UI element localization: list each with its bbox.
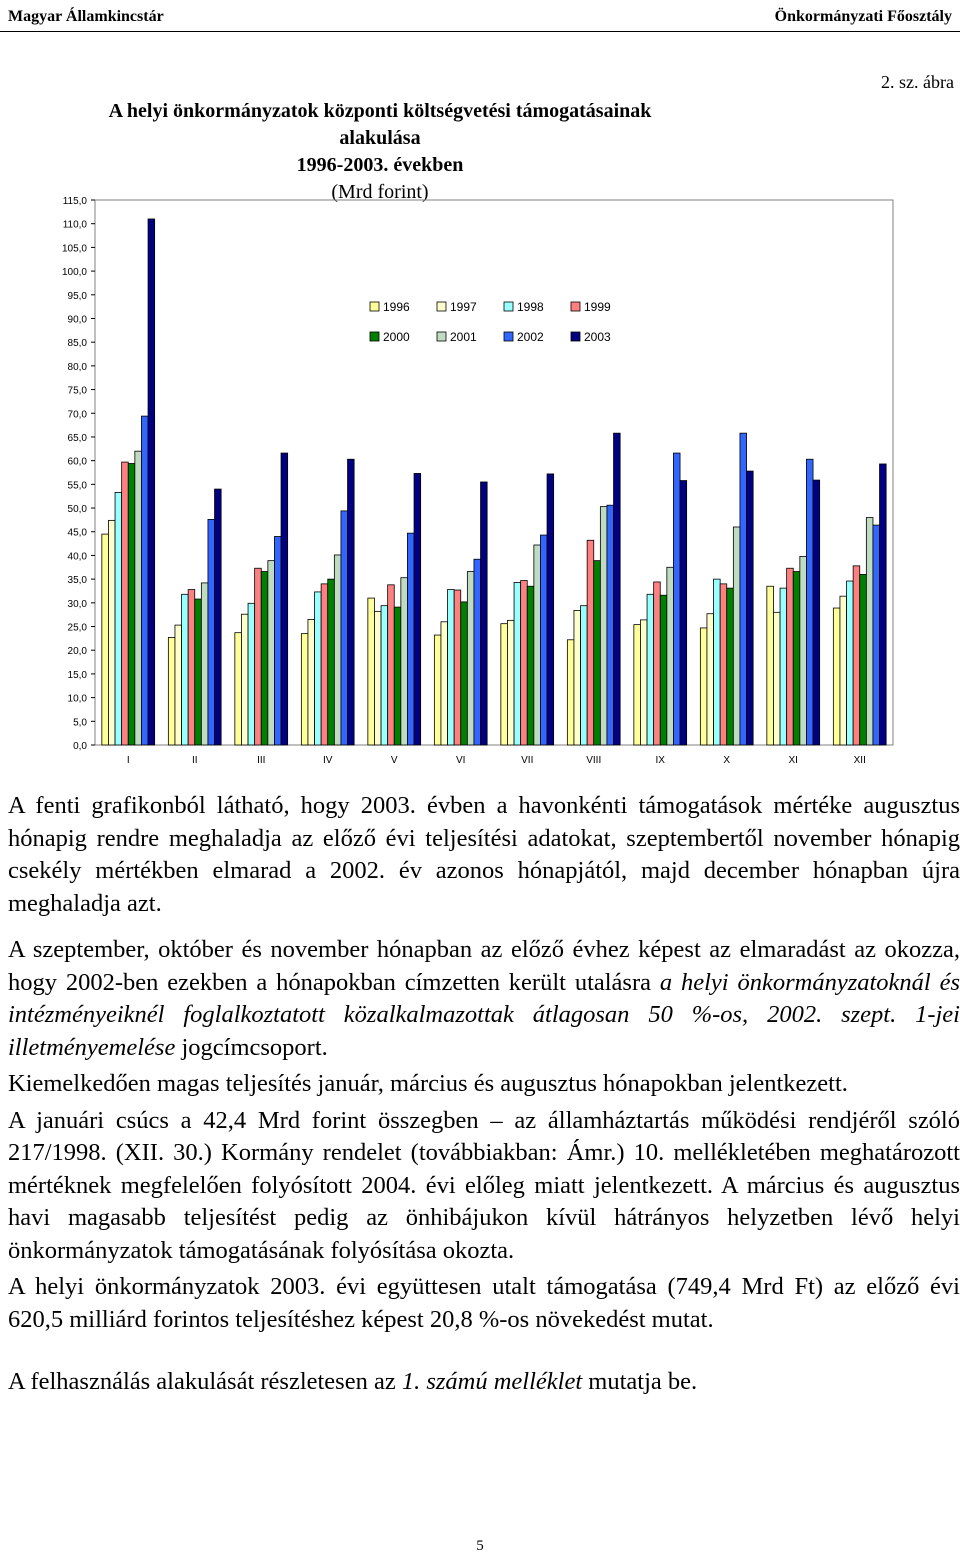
y-tick-label: 80,0 bbox=[67, 361, 87, 373]
legend-swatch-2000 bbox=[370, 332, 379, 341]
bar-2000-IX bbox=[660, 595, 667, 745]
bar-2001-I bbox=[135, 451, 142, 745]
y-tick-label: 10,0 bbox=[67, 693, 87, 705]
bar-2001-VIII bbox=[600, 507, 607, 745]
header-rule bbox=[0, 31, 960, 32]
bar-1998-II bbox=[182, 594, 189, 745]
bar-2003-VI bbox=[481, 482, 488, 745]
bar-1996-VII bbox=[501, 624, 508, 745]
legend-swatch-1999 bbox=[571, 302, 580, 311]
bar-1999-V bbox=[388, 585, 395, 745]
paragraph-6 bbox=[8, 1366, 960, 1399]
y-tick-label: 30,0 bbox=[67, 598, 87, 610]
y-tick-label: 90,0 bbox=[67, 314, 87, 326]
legend-swatch-2001 bbox=[437, 332, 446, 341]
bar-1999-XII bbox=[853, 566, 860, 745]
bar-1998-VI bbox=[448, 590, 455, 745]
x-tick-label: VII bbox=[521, 755, 534, 766]
bar-1997-X bbox=[707, 614, 714, 745]
bar-2000-V bbox=[394, 607, 401, 745]
bar-2000-III bbox=[261, 572, 268, 745]
bar-2002-IV bbox=[341, 511, 348, 745]
bar-1999-II bbox=[188, 590, 195, 745]
bar-1999-I bbox=[122, 462, 129, 745]
header-left: Magyar Államkincstár bbox=[8, 8, 164, 25]
bar-1996-VIII bbox=[567, 640, 574, 745]
bar-2003-XII bbox=[880, 464, 887, 745]
bar-1999-VII bbox=[521, 581, 528, 745]
bar-1997-IX bbox=[640, 620, 647, 745]
bar-2003-XI bbox=[813, 480, 820, 745]
bar-1997-V bbox=[374, 611, 381, 745]
bar-2003-III bbox=[281, 453, 288, 745]
bar-1998-IV bbox=[315, 592, 322, 745]
bar-1996-V bbox=[368, 598, 375, 745]
bar-2001-IV bbox=[334, 555, 341, 745]
x-tick-label: VIII bbox=[586, 755, 602, 766]
y-tick-label: 45,0 bbox=[67, 527, 87, 539]
y-tick-label: 100,0 bbox=[61, 267, 87, 279]
paragraph-6-end: mutatja be. bbox=[582, 1368, 698, 1395]
y-tick-label: 115,0 bbox=[62, 196, 87, 207]
bar-2000-XI bbox=[793, 572, 800, 745]
paragraph-3: Kiemelkedően magas teljesítés január, március és augusztus hónapokban jelentkezett. bbox=[8, 1070, 848, 1097]
bar-1996-II bbox=[168, 637, 175, 745]
header-right: Önkormányzati Főosztály bbox=[774, 8, 952, 25]
x-tick-label: IV bbox=[323, 755, 333, 766]
bar-2003-V bbox=[414, 473, 421, 745]
bar-2001-XII bbox=[866, 518, 873, 745]
y-tick-label: 25,0 bbox=[67, 622, 87, 634]
paragraph-5: A helyi önkormányzatok 2003. évi együttesen utalt támogatása (749,4 Mrd Ft) az előző évi 620,5 milliárd forintos teljesítéshez képest 20,8 %-os növekedést mutat. bbox=[8, 1273, 960, 1333]
bar-1997-IV bbox=[308, 619, 315, 745]
bar-2000-VI bbox=[461, 602, 468, 745]
bar-1999-III bbox=[255, 568, 262, 745]
y-tick-label: 20,0 bbox=[67, 646, 87, 658]
bar-2003-X bbox=[747, 471, 754, 745]
bar-1999-XI bbox=[787, 568, 794, 745]
bar-1996-XI bbox=[767, 586, 774, 745]
bar-1997-I bbox=[108, 520, 115, 745]
legend-swatch-2003 bbox=[571, 332, 580, 341]
bar-2002-I bbox=[141, 416, 148, 745]
bar-chart bbox=[0, 190, 960, 775]
paragraph-2 bbox=[8, 934, 960, 1064]
bar-1998-IX bbox=[647, 594, 654, 745]
bar-2002-XI bbox=[806, 459, 813, 745]
chart-title-unit: (Mrd forint) bbox=[331, 181, 429, 203]
chart-title-line2: 1996-2003. években bbox=[296, 154, 464, 176]
bar-1999-IX bbox=[654, 582, 661, 745]
bar-2003-VIII bbox=[614, 433, 621, 745]
paragraph-1: A fenti grafikonból látható, hogy 2003. évben a havonkénti támogatások mértéke augusztus hónapig rendre meghaladja az előző évi teljesítési adatokat, szeptembertől november hónapig csekély mértékben elmarad a 2002. év azonos hónapjától, majd december hónapban újra meghaladja azt. bbox=[8, 792, 960, 917]
bar-1999-X bbox=[720, 584, 727, 745]
bar-1999-VI bbox=[454, 590, 461, 745]
bar-2002-IX bbox=[673, 453, 680, 745]
y-tick-label: 70,0 bbox=[67, 409, 87, 421]
y-tick-label: 15,0 bbox=[67, 669, 87, 681]
bar-1997-II bbox=[175, 625, 182, 745]
y-tick-label: 35,0 bbox=[67, 575, 87, 587]
y-tick-label: 60,0 bbox=[67, 456, 87, 468]
legend-label-2002: 2002 bbox=[517, 330, 544, 344]
bar-1998-I bbox=[115, 492, 122, 745]
x-tick-label: X bbox=[723, 755, 731, 766]
paragraph-4: A januári csúcs a 42,4 Mrd forint összegben – az államháztartás működési rendjéről szóló 217/1998. (XII. 30.) Kormány rendelet (továbbiakban: Ámr.) 10. mellékletében meghatározott mértéknek megfelelően folyósított 2004. évi előleg miatt jelentkezett. A március és augusztus havi magasabb teljesítést pedig az önhibájukon kívül hátrányos helyzetben lévő helyi önkormányzatok támogatásának folyósítása okozta. bbox=[8, 1106, 960, 1264]
y-tick-label: 0,0 bbox=[73, 741, 87, 752]
paragraph-2-text: A szeptember, október és november hónapban az előző évhez képest az elmaradást az okozza, hogy 2002-ben ezekben a hónapokban címzetten került utalásra bbox=[8, 936, 960, 996]
bar-1998-X bbox=[714, 579, 721, 745]
bar-1998-V bbox=[381, 606, 388, 745]
bar-2001-II bbox=[201, 583, 208, 745]
bar-2002-II bbox=[208, 519, 215, 745]
bar-2002-VIII bbox=[607, 505, 614, 745]
bar-1996-IX bbox=[634, 625, 641, 745]
bar-1998-III bbox=[248, 603, 255, 745]
x-tick-label: XII bbox=[853, 755, 866, 766]
bar-2001-X bbox=[733, 527, 740, 745]
bar-1997-XII bbox=[840, 596, 847, 745]
bar-1997-III bbox=[241, 614, 248, 745]
bar-2000-XII bbox=[860, 574, 867, 745]
legend-swatch-1998 bbox=[504, 302, 513, 311]
bar-2003-I bbox=[148, 219, 155, 745]
legend-label-2001: 2001 bbox=[450, 330, 477, 344]
bar-2002-VII bbox=[540, 535, 547, 745]
bar-1999-IV bbox=[321, 584, 328, 745]
bar-1997-VIII bbox=[574, 610, 581, 745]
bar-2001-III bbox=[268, 561, 275, 745]
bar-1998-VII bbox=[514, 582, 521, 745]
bar-2001-V bbox=[401, 578, 408, 745]
bar-2003-II bbox=[215, 489, 222, 745]
bar-2000-II bbox=[195, 599, 202, 745]
paragraph-6-text: A felhasználás alakulását részletesen az bbox=[8, 1368, 402, 1395]
page-number: 5 bbox=[476, 1538, 484, 1554]
x-tick-label: II bbox=[191, 755, 198, 766]
legend-label-1996: 1996 bbox=[383, 300, 410, 314]
y-tick-label: 105,0 bbox=[61, 243, 87, 255]
bar-2003-IV bbox=[348, 459, 355, 745]
y-tick-label: 85,0 bbox=[67, 338, 87, 350]
legend-swatch-2002 bbox=[504, 332, 513, 341]
legend-label-1999: 1999 bbox=[584, 300, 611, 314]
bar-1998-XII bbox=[847, 581, 854, 745]
bar-1996-VI bbox=[434, 635, 441, 745]
legend-label-1997: 1997 bbox=[450, 300, 477, 314]
bar-2001-IX bbox=[667, 567, 674, 745]
legend-swatch-1996 bbox=[370, 302, 379, 311]
legend-swatch-1997 bbox=[437, 302, 446, 311]
paragraph-6-italic: 1. számú melléklet bbox=[401, 1368, 583, 1395]
x-tick-label: III bbox=[257, 755, 266, 766]
x-tick-label: IX bbox=[655, 755, 665, 766]
bar-1996-X bbox=[700, 628, 707, 745]
y-tick-label: 75,0 bbox=[67, 385, 87, 397]
bar-1996-I bbox=[102, 534, 109, 745]
bar-1999-VIII bbox=[587, 540, 594, 745]
bar-2001-VII bbox=[534, 545, 541, 745]
legend-label-2000: 2000 bbox=[383, 330, 410, 344]
bar-2002-X bbox=[740, 433, 747, 745]
bar-2002-V bbox=[407, 533, 414, 745]
y-tick-label: 50,0 bbox=[67, 504, 87, 516]
y-tick-label: 5,0 bbox=[73, 717, 87, 729]
x-tick-label: VI bbox=[456, 755, 466, 766]
bar-2003-VII bbox=[547, 474, 554, 745]
bar-2000-VIII bbox=[594, 561, 601, 745]
bar-2000-I bbox=[128, 463, 135, 745]
y-tick-label: 65,0 bbox=[67, 432, 87, 444]
bar-2000-IV bbox=[328, 579, 335, 745]
x-tick-label: I bbox=[126, 755, 130, 766]
bar-1998-VIII bbox=[581, 606, 588, 745]
bar-2000-X bbox=[727, 588, 734, 745]
bar-2002-XII bbox=[873, 525, 880, 745]
bar-1997-VI bbox=[441, 622, 448, 745]
body-text bbox=[8, 790, 960, 1403]
bar-1997-XI bbox=[773, 612, 780, 745]
legend-label-2003: 2003 bbox=[584, 330, 611, 344]
bar-1996-III bbox=[235, 633, 242, 745]
y-tick-label: 55,0 bbox=[67, 480, 87, 492]
chart-title-line1: A helyi önkormányzatok központi költségvetési támogatásainak alakulása bbox=[108, 100, 652, 149]
x-tick-label: XI bbox=[788, 755, 798, 766]
bar-2002-III bbox=[274, 536, 281, 745]
figure-label: 2. sz. ábra bbox=[881, 72, 954, 92]
bar-2001-XI bbox=[800, 556, 807, 745]
bar-1998-XI bbox=[780, 588, 787, 745]
y-tick-label: 110,0 bbox=[62, 219, 87, 231]
bar-2000-VII bbox=[527, 586, 534, 745]
bar-2003-IX bbox=[680, 481, 687, 745]
bar-2002-VI bbox=[474, 559, 481, 745]
paragraph-2-italic: a helyi önkormányzatoknál és intézményeiknél foglalkoztatott közalkalmazottak átlagosan 50 %-os, 2002. szept. 1-jei illetményemelése bbox=[8, 968, 960, 1061]
legend-label-1998: 1998 bbox=[517, 300, 544, 314]
bar-1997-VII bbox=[507, 620, 514, 745]
bar-1996-IV bbox=[301, 634, 308, 745]
bar-1996-XII bbox=[833, 608, 840, 745]
y-tick-label: 40,0 bbox=[67, 551, 87, 563]
y-tick-label: 95,0 bbox=[67, 290, 87, 302]
x-tick-label: V bbox=[390, 755, 398, 766]
bar-2001-VI bbox=[467, 572, 474, 745]
paragraph-2-end: jogcímcsoport. bbox=[175, 1033, 328, 1061]
